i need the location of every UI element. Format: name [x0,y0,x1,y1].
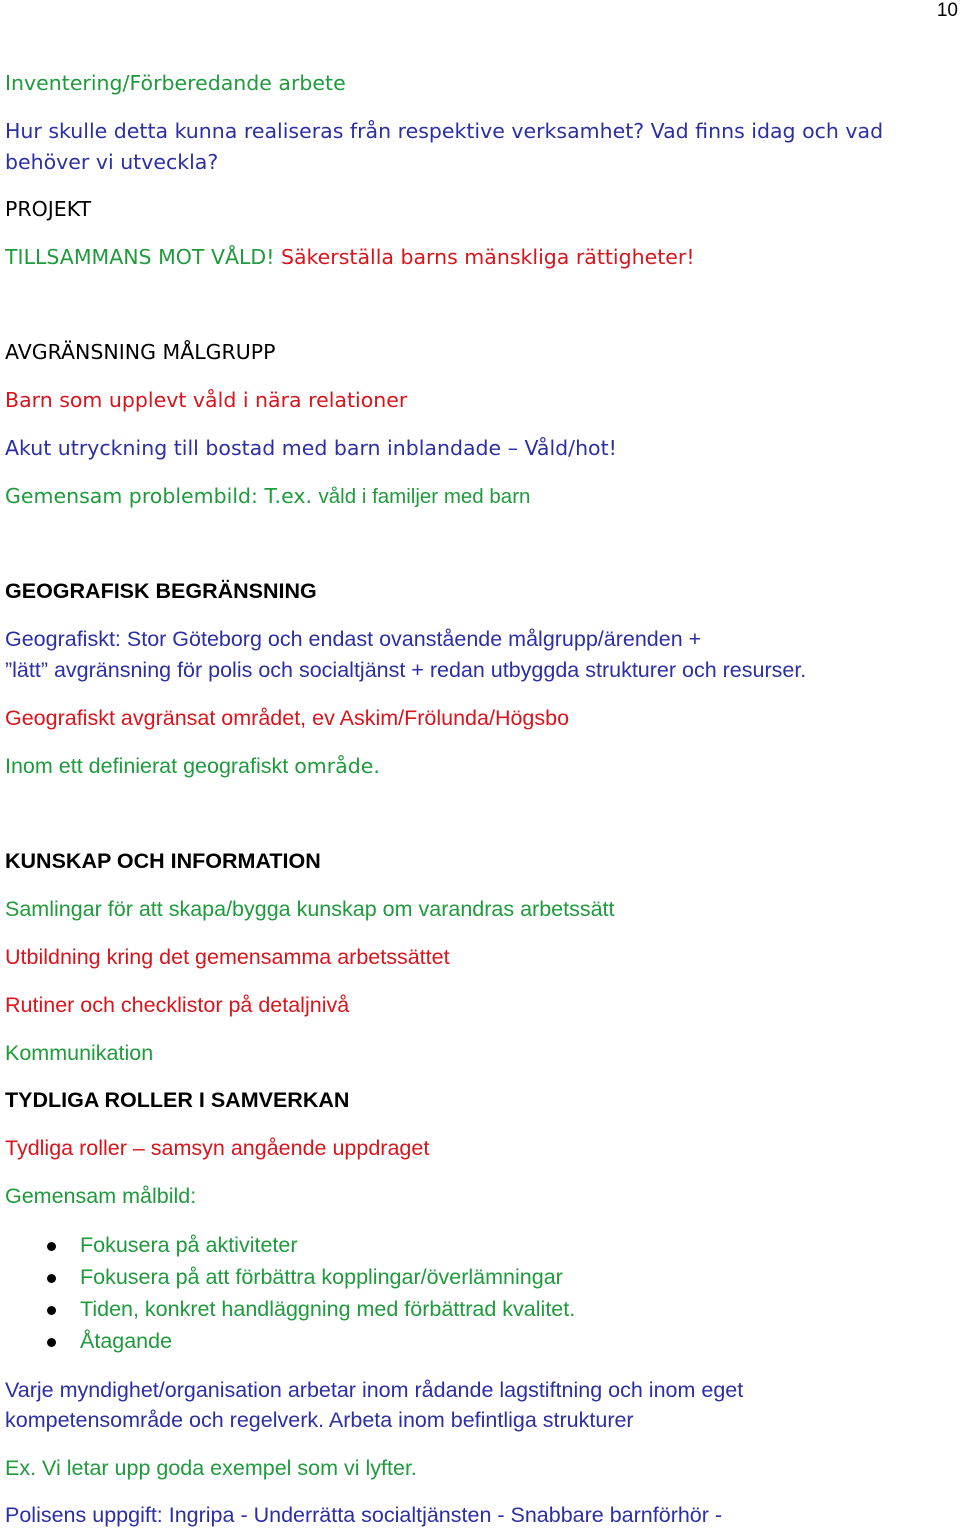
myndighet-line-1: Varje myndighet/organisation arbetar inom rådande lagstiftning och inom eget [5,1378,744,1402]
kunskap-line-4: Kommunikation [5,1041,154,1065]
bullet-dot [47,1242,56,1251]
geografisk-line-3: Geografiskt avgränsat området, ev Askim/Frölunda/Högsbo [5,706,570,730]
heading-kunskap: KUNSKAP OCH INFORMATION [5,849,321,873]
project-name: TILLSAMMANS MOT VÅLD! [5,245,275,269]
kunskap-line-2: Utbildning kring det gemensamma arbetssättet [5,945,450,969]
list-item: Tiden, konkret handläggning med förbättrad kvalitet. [80,1297,576,1321]
heading-geografisk: GEOGRAFISK BEGRÄNSNING [5,579,317,603]
question-line-1: Hur skulle detta kunna realiseras från respektive verksamhet? Vad finns idag och vad [5,119,884,143]
geografisk-line-4 [5,751,380,782]
malbild-label: Gemensam målbild: [5,1184,197,1208]
bullet-dot [47,1338,56,1347]
project-title [5,242,695,273]
bullet-dot [47,1274,56,1283]
list-item: Åtagande [80,1329,173,1353]
heading-roller: TYDLIGA ROLLER I SAMVERKAN [5,1088,350,1112]
project-goal: Säkerställa barns mänskliga rättigheter! [280,245,695,269]
list-item: Fokusera på aktiviteter [80,1233,298,1257]
example-line: Ex. Vi letar upp goda exempel som vi lyfter. [5,1456,417,1480]
geografisk-line-4b: område. [294,754,380,778]
geografisk-line-1: Geografiskt: Stor Göteborg och endast ovanstående målgrupp/ärenden + [5,627,702,651]
heading-malgrupp: AVGRÄNSNING MÅLGRUPP [5,340,276,364]
geografisk-line-2: ”lätt” avgränsning för polis och socialtjänst + redan utbyggda strukturer och resurser. [5,658,807,682]
problembild-label: Gemensam problembild: T.ex. [5,484,312,508]
section-intro-heading: Inventering/Förberedande arbete [5,71,346,95]
myndighet-line-2: kompetensområde och regelverk. Arbeta inom befintliga strukturer [5,1408,634,1432]
problembild-text: våld i familjer med barn [318,485,531,508]
list-item: Fokusera på att förbättra kopplingar/överlämningar [80,1265,563,1289]
bullet-dot [47,1306,56,1315]
question-line-2: behöver vi utveckla? [5,150,219,174]
geografisk-line-4a: Inom ett definierat geografiskt [5,754,289,778]
malgrupp-line-1: Barn som upplevt våld i nära relationer [5,388,408,412]
roller-line-1: Tydliga roller – samsyn angående uppdraget [5,1136,430,1160]
page-number: 10 [936,0,958,21]
polis-line: Polisens uppgift: Ingripa - Underrätta socialtjänsten - Snabbare barnförhör - [5,1503,723,1527]
kunskap-line-3: Rutiner och checklistor på detaljnivå [5,993,350,1017]
kunskap-line-1: Samlingar för att skapa/bygga kunskap om varandras arbetssätt [5,897,615,921]
malgrupp-line-2: Akut utryckning till bostad med barn inblandade – Våld/hot! [5,436,617,460]
malgrupp-line-3 [5,481,530,512]
project-label: PROJEKT [5,197,92,221]
